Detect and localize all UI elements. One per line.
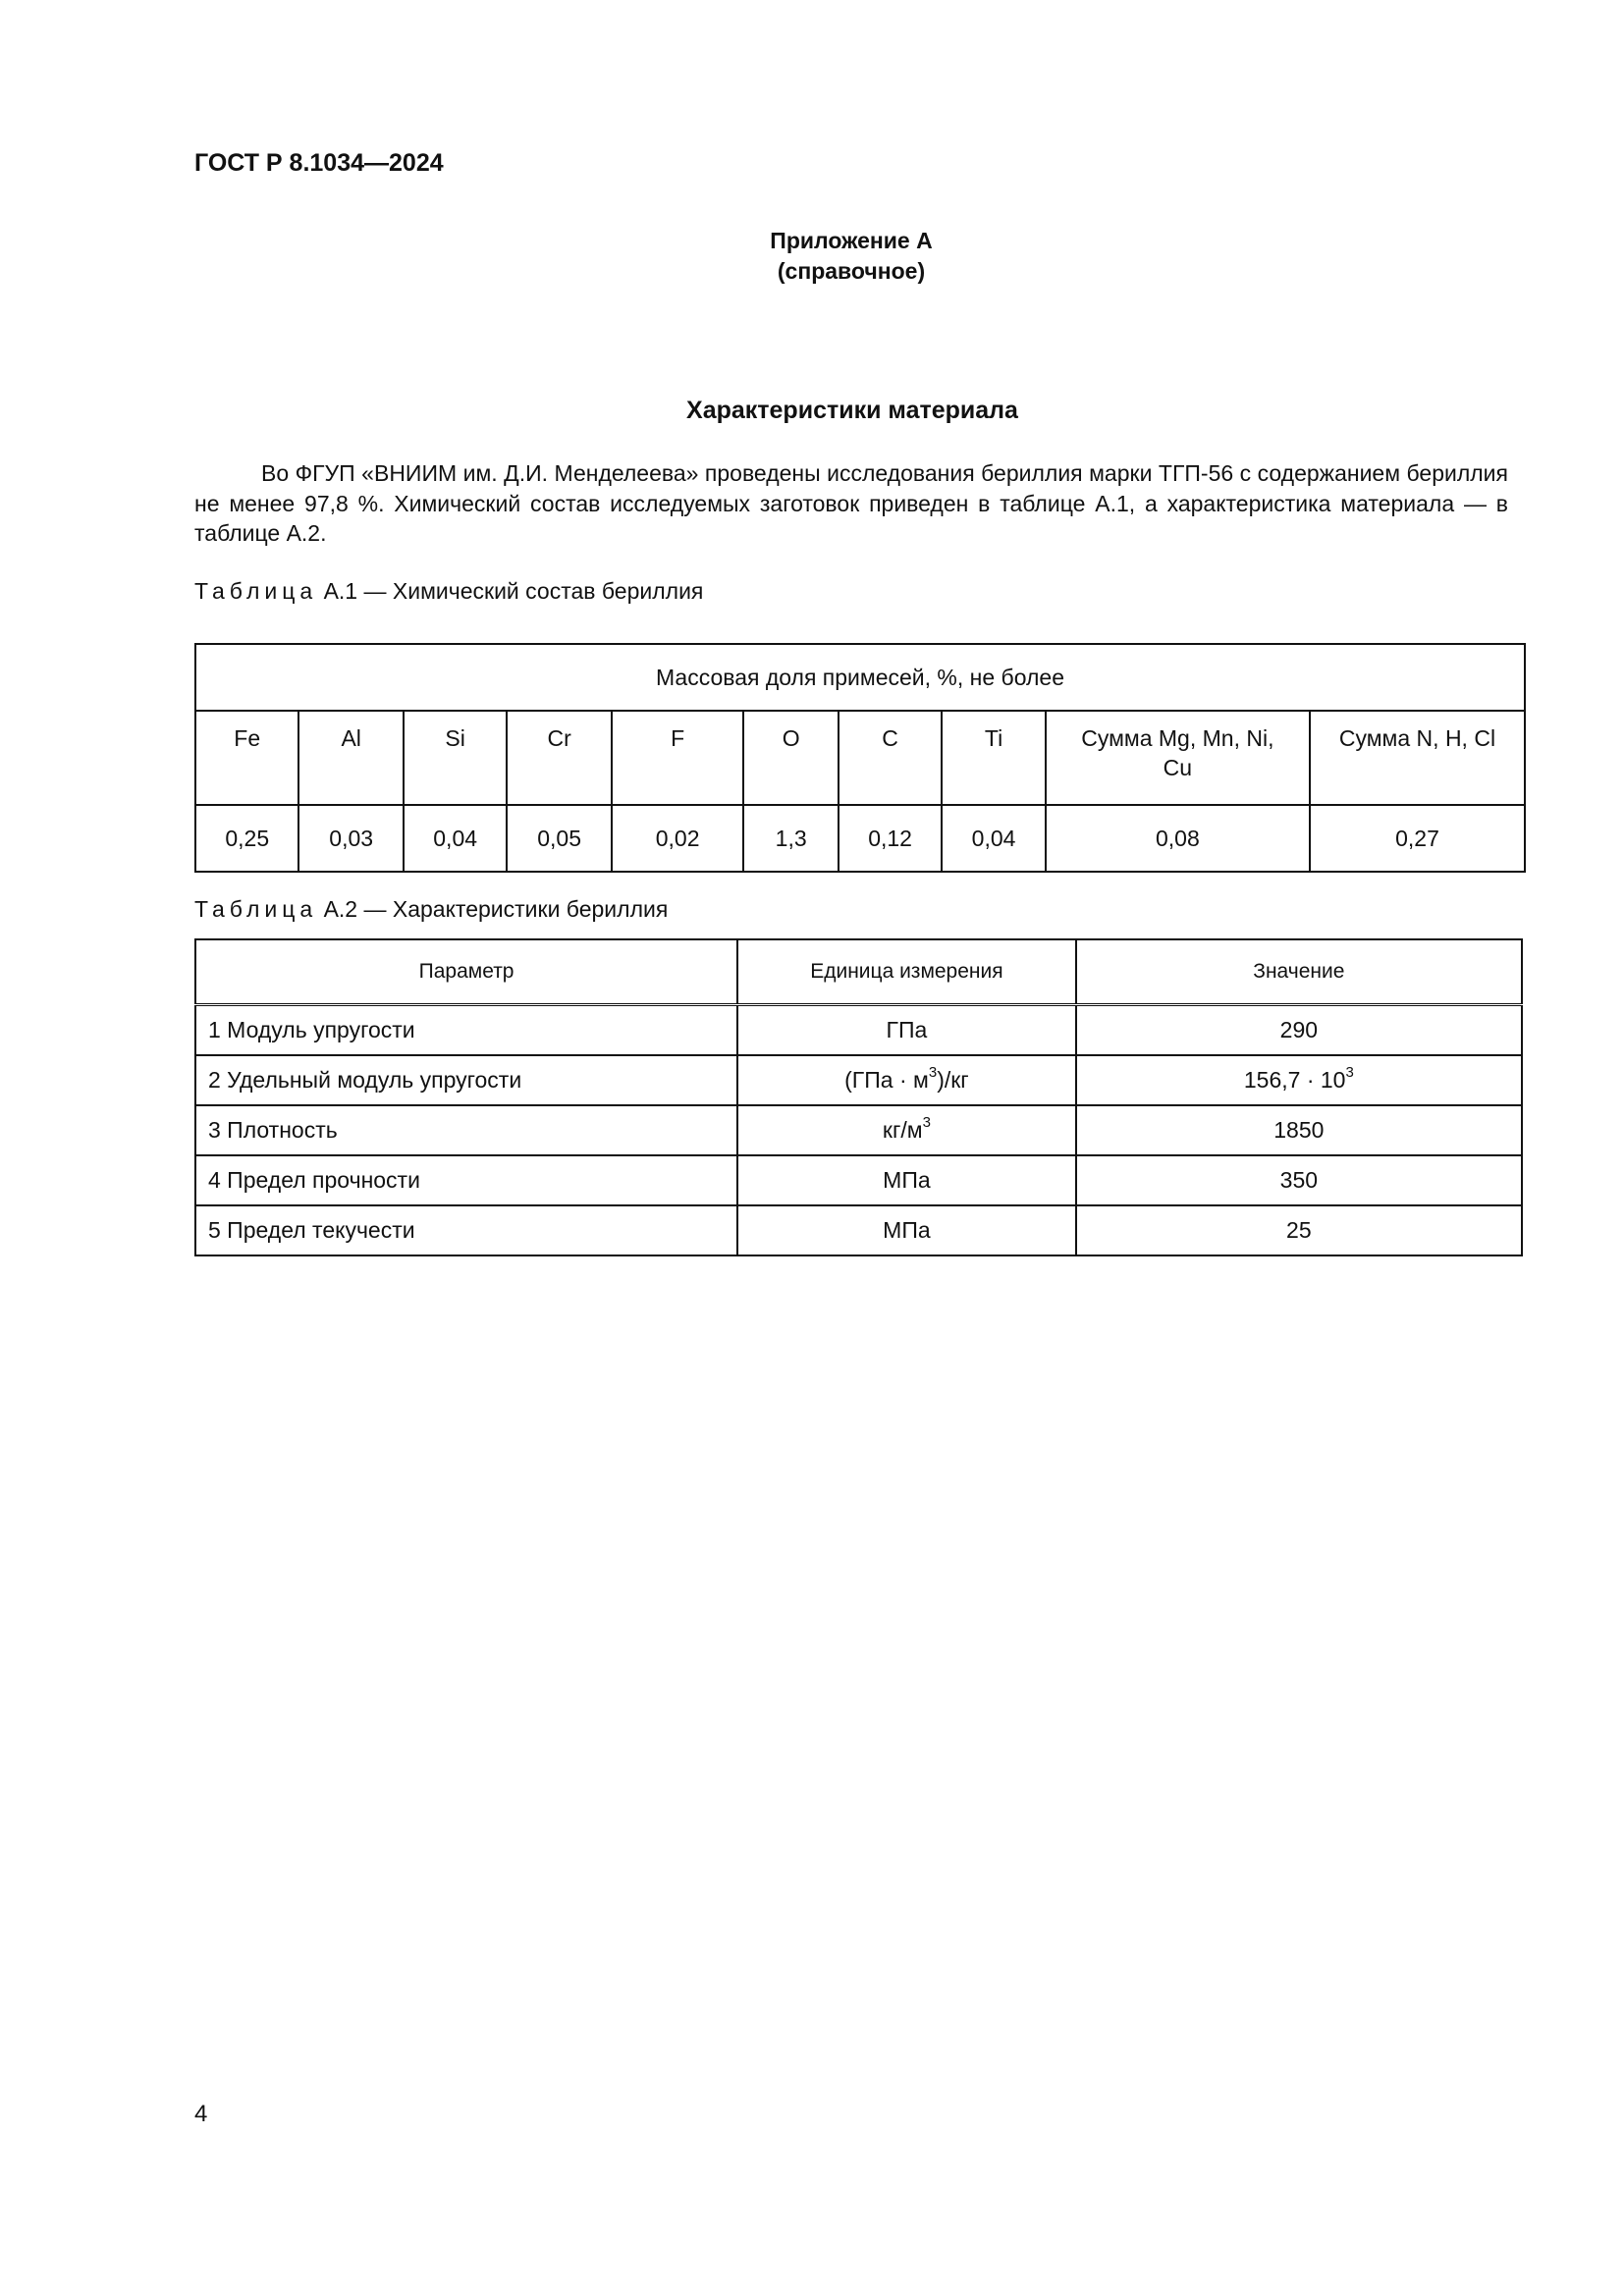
unit-cell: МПа (737, 1205, 1076, 1255)
table2-header-row (195, 939, 1522, 1005)
element-cell: Cr (507, 711, 611, 805)
appendix-title: Приложение А (770, 228, 933, 253)
table1-caption-text: А.1 — Химический состав бериллия (323, 578, 704, 604)
value-cell: 1850 (1076, 1105, 1522, 1155)
parameter-cell: 2 Удельный модуль упругости (195, 1055, 737, 1105)
parameter-cell: 5 Предел текучести (195, 1205, 737, 1255)
value-cell (1076, 1055, 1522, 1105)
unit-exponent: 3 (922, 1114, 931, 1131)
unit-suffix: )/кг (937, 1067, 969, 1093)
chemical-composition-table (194, 643, 1526, 873)
element-cell: O (743, 711, 838, 805)
section-title: Характеристики материала (686, 397, 1018, 424)
value-cell: 0,08 (1046, 805, 1310, 872)
value-cell: 0,05 (507, 805, 611, 872)
table2-caption-text: А.2 — Характеристики бериллия (323, 896, 669, 922)
page-number: 4 (194, 2101, 208, 2127)
value-cell: 0,04 (942, 805, 1045, 872)
table1-caption-label: Таблица (194, 578, 318, 604)
value-exponent: 3 (1345, 1064, 1354, 1081)
value-cell: 0,03 (298, 805, 403, 872)
element-cell: Сумма N, H, Cl (1310, 711, 1525, 805)
value-cell: 350 (1076, 1155, 1522, 1205)
intro-paragraph (194, 458, 1508, 549)
value-cell: 0,27 (1310, 805, 1525, 872)
value-cell: 0,12 (839, 805, 942, 872)
table2-caption (194, 896, 668, 923)
unit-exponent: 3 (928, 1064, 938, 1081)
element-cell: Сумма Mg, Mn, Ni, Cu (1046, 711, 1310, 805)
intro-text: Во ФГУП «ВНИИМ им. Д.И. Менделеева» проведены исследования бериллия марки ТГП-56 с содержанием бериллия не менее 97,8 %. Химический состав исследуемых заготовок приведен в таблице А.1, а характеристика материала — в таблице А.2. (194, 460, 1508, 546)
table1-header: Массовая доля примесей, %, не более (195, 644, 1525, 711)
table-row (195, 1105, 1522, 1155)
element-cell: F (612, 711, 744, 805)
document-code: ГОСТ Р 8.1034—2024 (194, 149, 444, 177)
column-header-unit: Единица измерения (737, 939, 1076, 1005)
table-row (195, 1155, 1522, 1205)
beryllium-properties-table (194, 938, 1523, 1256)
table-row (195, 1005, 1522, 1056)
value-cell: 0,02 (612, 805, 744, 872)
unit-cell: МПа (737, 1155, 1076, 1205)
element-cell: Al (298, 711, 403, 805)
element-cell: Ti (942, 711, 1045, 805)
appendix-type: (справочное) (777, 258, 926, 284)
element-cell: Si (404, 711, 507, 805)
value-cell: 25 (1076, 1205, 1522, 1255)
value-cell: 0,04 (404, 805, 507, 872)
table1-elements-row (195, 711, 1525, 805)
unit-cell (737, 1105, 1076, 1155)
unit-cell: ГПа (737, 1005, 1076, 1056)
unit-base: (ГПа · м (844, 1067, 929, 1093)
value-cell: 0,25 (195, 805, 298, 872)
value-base: 156,7 · 10 (1243, 1067, 1346, 1093)
column-header-value: Значение (1076, 939, 1522, 1005)
table-row (195, 1205, 1522, 1255)
table-row (195, 1055, 1522, 1105)
column-header-parameter: Параметр (195, 939, 737, 1005)
table1-caption (194, 578, 703, 605)
parameter-cell: 4 Предел прочности (195, 1155, 737, 1205)
table1-values-row (195, 805, 1525, 872)
value-cell: 1,3 (743, 805, 838, 872)
parameter-cell: 3 Плотность (195, 1105, 737, 1155)
value-cell: 290 (1076, 1005, 1522, 1056)
parameter-cell: 1 Модуль упругости (195, 1005, 737, 1056)
table2-caption-label: Таблица (194, 896, 318, 922)
unit-base: кг/м (882, 1117, 923, 1143)
element-cell: C (839, 711, 942, 805)
element-cell: Fe (195, 711, 298, 805)
unit-cell (737, 1055, 1076, 1105)
